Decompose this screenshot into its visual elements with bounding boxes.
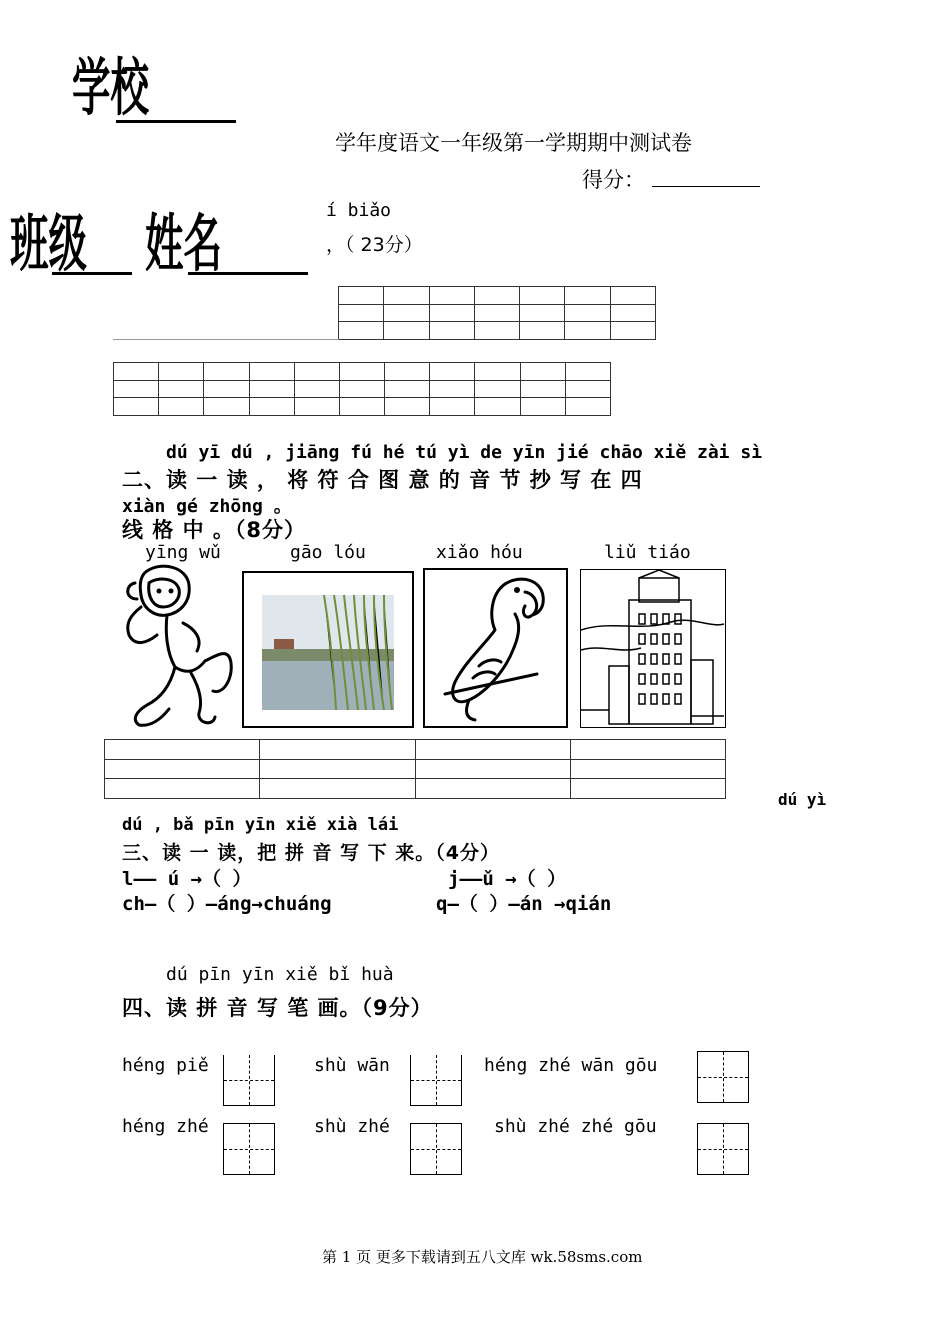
stroke-label-heng-zhe-wan-gou: héng zhé wān gōu	[484, 1055, 658, 1076]
parrot-image	[423, 568, 568, 728]
stroke-label-shu-wan: shù wān	[314, 1055, 390, 1076]
word-liutiao: liǔ tiáo	[604, 542, 691, 563]
name-label: 姓名	[145, 207, 222, 280]
writing-box-shu-zhe[interactable]	[410, 1123, 462, 1175]
section4-pinyin-line: dú pīn yīn xiě bǐ huà	[166, 964, 394, 985]
section2-heading-line1: 二、读 一 读 ， 将 符 合 图 意 的 音 节 抄 写 在 四	[122, 468, 643, 492]
school-blank	[116, 120, 236, 123]
score-label: 得分：	[582, 168, 645, 192]
writing-grid-2[interactable]	[113, 362, 611, 416]
grid-1-bottom-edge	[113, 339, 339, 340]
section3-heading: 三、读 一 读，把 拼 音 写 下 来。（4分）	[122, 842, 501, 864]
stroke-label-heng-pie: héng piě	[122, 1055, 209, 1076]
section4-heading: 四、读 拼 音 写 笔 画。（9分）	[122, 996, 433, 1020]
stroke-label-shu-zhe: shù zhé	[314, 1116, 390, 1137]
word-gaolou: gāo lóu	[290, 542, 366, 563]
class-label: 班级	[10, 207, 87, 280]
section1-heading-fragment: ，（ 23分）	[326, 234, 423, 256]
exercise-row2-left: ch—（ ）—áng→chuáng	[122, 893, 332, 915]
writing-grid-1[interactable]	[338, 286, 656, 340]
stroke-label-shu-zhe-zhe-gou: shù zhé zhé gōu	[494, 1116, 657, 1137]
monkey-image	[117, 563, 237, 729]
writing-box-heng-pie[interactable]	[223, 1055, 275, 1106]
section1-pinyin-fragment: í biǎo	[326, 200, 392, 221]
writing-box-heng-zhe-wan-gou[interactable]	[697, 1051, 749, 1103]
page-footer: 第 1 页 更多下载请到五八文库 wk.58sms.com	[322, 1248, 643, 1266]
section2-pinyin-line1: dú yī dú , jiāng fú hé tú yì de yīn jié chāo xiě zài sì	[166, 442, 763, 463]
section2-heading-line2: 线 格 中 。（8分）	[122, 518, 307, 542]
section3-pinyin-right: dú yì	[778, 790, 827, 809]
name-blank	[188, 272, 308, 275]
answer-four-line-grid[interactable]	[104, 739, 726, 799]
exercise-row1-right: j——ǔ →（ ）	[448, 868, 567, 890]
word-yingwu: yīng wǔ	[145, 542, 221, 563]
stroke-label-heng-zhe: héng zhé	[122, 1116, 209, 1137]
writing-box-shu-wan[interactable]	[410, 1055, 462, 1106]
exercise-row2-right: q—（ ）—án →qián	[436, 893, 612, 915]
writing-box-heng-zhe[interactable]	[223, 1123, 275, 1175]
writing-box-shu-zhe-zhe-gou[interactable]	[697, 1123, 749, 1175]
section2-pinyin-line2: xiàn gé zhōng 。	[122, 496, 292, 517]
exam-title: 学年度语文一年级第一学期期中测试卷	[335, 131, 692, 155]
score-blank	[652, 186, 760, 187]
tall-building-image	[580, 569, 726, 728]
word-xiaohou: xiǎo hóu	[436, 542, 523, 563]
school-label: 学校	[72, 51, 149, 124]
section3-pinyin-line: dú , bǎ pīn yīn xiě xià lái	[122, 815, 399, 835]
exercise-row1-left: l—— ú →（ ）	[122, 868, 252, 890]
willow-lake-photo	[242, 571, 414, 728]
class-blank	[52, 272, 132, 275]
